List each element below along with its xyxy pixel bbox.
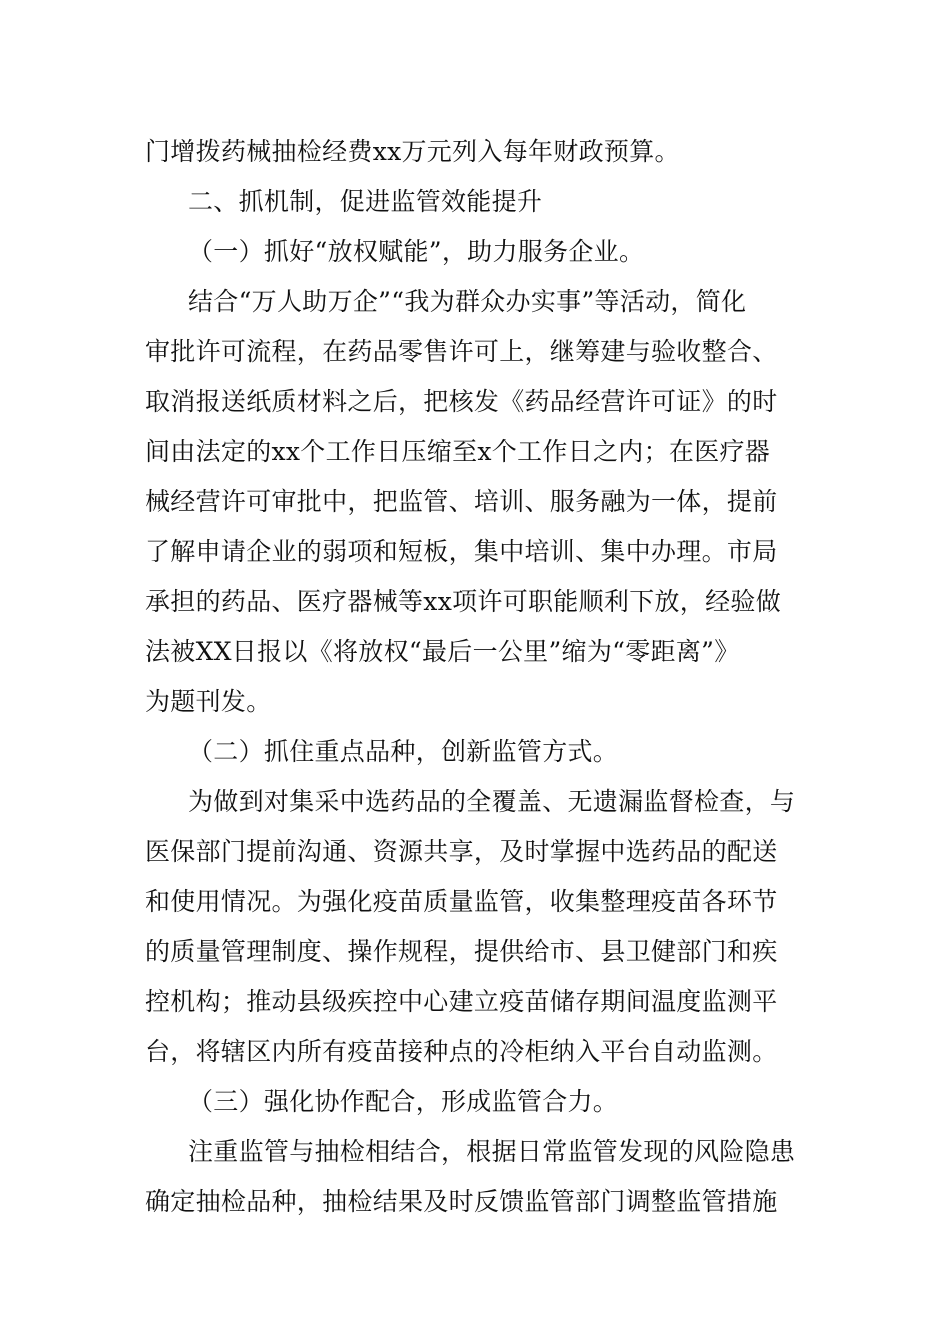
text-line: 控机构；推动县级疾控中心建立疫苗储存期间温度监测平 <box>145 987 778 1016</box>
section-heading: 二、抓机制，促进监管效能提升 <box>188 187 543 216</box>
text-line: 为题刊发。 <box>145 687 272 716</box>
text-line: 台，将辖区内所有疫苗接种点的冷柜纳入平台自动监测。 <box>145 1037 778 1066</box>
text-line: 结合“万人助万企”“我为群众办实事”等活动，简化 <box>188 287 747 316</box>
text-line: 了解申请企业的弱项和短板，集中培训、集中办理。市局 <box>145 537 778 566</box>
text-line: 承担的药品、医疗器械等xx项许可职能顺利下放，经验做 <box>145 587 782 616</box>
text-line: 注重监管与抽检相结合，根据日常监管发现的风险隐患 <box>188 1137 796 1166</box>
text-line: 间由法定的xx个工作日压缩至x个工作日之内；在医疗器 <box>145 437 771 466</box>
subsection-heading: （二）抓住重点品种，创新监管方式。 <box>188 737 619 766</box>
text-line: 确定抽检品种，抽检结果及时反馈监管部门调整监管措施 <box>145 1187 778 1216</box>
subsection-heading: （一）抓好“放权赋能”，助力服务企业。 <box>188 237 645 266</box>
text-line: 的质量管理制度、操作规程，提供给市、县卫健部门和疾 <box>145 937 778 966</box>
text-line: 审批许可流程，在药品零售许可上，继筹建与验收整合、 <box>145 337 778 366</box>
text-line: 为做到对集采中选药品的全覆盖、无遗漏监督检查，与 <box>188 787 796 816</box>
text-line: 医保部门提前沟通、资源共享，及时掌握中选药品的配送 <box>145 837 778 866</box>
text-line: 门增拨药械抽检经费xx万元列入每年财政预算。 <box>145 137 680 166</box>
text-line: 和使用情况。为强化疫苗质量监管，收集整理疫苗各环节 <box>145 887 778 916</box>
text-line: 取消报送纸质材料之后，把核发《药品经营许可证》的时 <box>145 387 778 416</box>
text-line: 法被XX日报以《将放权“最后一公里”缩为“零距离”》 <box>145 637 740 666</box>
text-line: 械经营许可审批中，把监管、培训、服务融为一体，提前 <box>145 487 778 516</box>
subsection-heading: （三）强化协作配合，形成监管合力。 <box>188 1087 619 1116</box>
